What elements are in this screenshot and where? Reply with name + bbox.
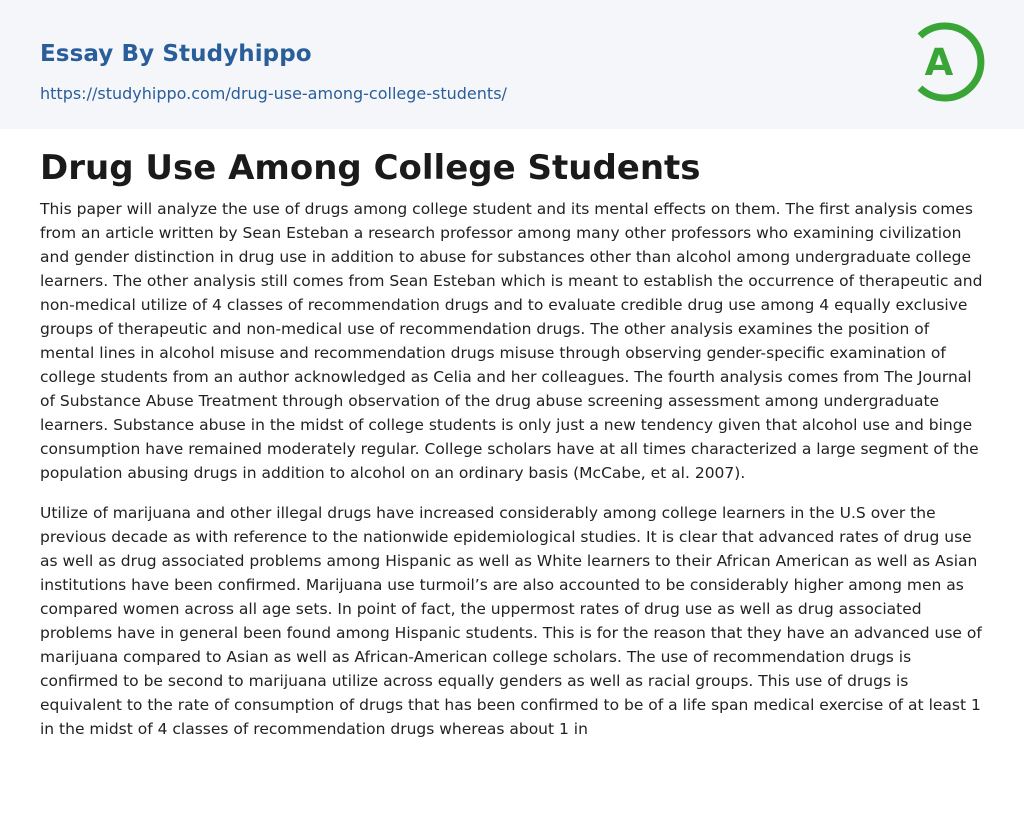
page-title: Drug Use Among College Students [40, 148, 701, 188]
article-paragraph-1: This paper will analyze the use of drugs among college student and its mental effects on them. The first analysis comes from an article written by Sean Esteban a research professor among many other professors who examining civilization and gender distinction in drug use in addition to abuse for substances other than alcohol among undergraduate college learners. The other analysis still comes from Sean Esteban which is meant to establish the occurrence of therapeutic and non-medical utilize of 4 classes of recommendation drugs and to evaluate credible drug use among 4 equally exclusive groups of therapeutic and non-medical use of recommendation drugs. The other analysis examines the position of mental lines in alcohol misuse and recommendation drugs misuse through observing gender-specific examination of college students from an author acknowledged as Celia and her colleagues. The fourth analysis comes from The Journal of Substance Abuse Treatment through observation of the drug abuse screening assessment among undergraduate learners. Substance abuse in the midst of college students is only just a new tendency given that alcohol use and binge consumption have remained moderately regular. College scholars have at all times characterized a large segment of the population abusing drugs in addition to alcohol on an ordinary basis (McCabe, et al. 2007). [40, 200, 983, 482]
logo-letter: A [924, 41, 954, 84]
studyhippo-logo[interactable] [912, 18, 988, 106]
source-url-link[interactable]: https://studyhippo.com/drug-use-among-college-students/ [40, 84, 507, 103]
brand-title[interactable]: Essay By Studyhippo [40, 41, 312, 67]
logo-ring-icon [912, 18, 988, 106]
article [40, 145, 984, 741]
article-paragraph-2: Utilize of marijuana and other illegal drugs have increased considerably among college learners in the U.S over the previous decade as with reference to the nationwide epidemiological studies. It is clear that advanced rates of drug use as well as drug associated problems among Hispanic as well as White learners to their African American as well as Asian institutions have been confirmed. Marijuana use turmoil’s are also accounted to be considerably higher among men as compared women across all age sets. In point of fact, the uppermost rates of drug use as well as drug associated problems have in general been found among Hispanic students. This is for the reason that they have an advanced use of marijuana compared to Asian as well as African-American college scholars. The use of recommendation drugs is confirmed to be second to marijuana utilize across equally genders as well as racial groups. This use of drugs is equivalent to the rate of consumption of drugs that has been confirmed to be of a life span medical exercise of at least 1 in the midst of 4 classes of recommendation drugs whereas about 1 in [40, 504, 982, 738]
site-header [0, 0, 1024, 129]
